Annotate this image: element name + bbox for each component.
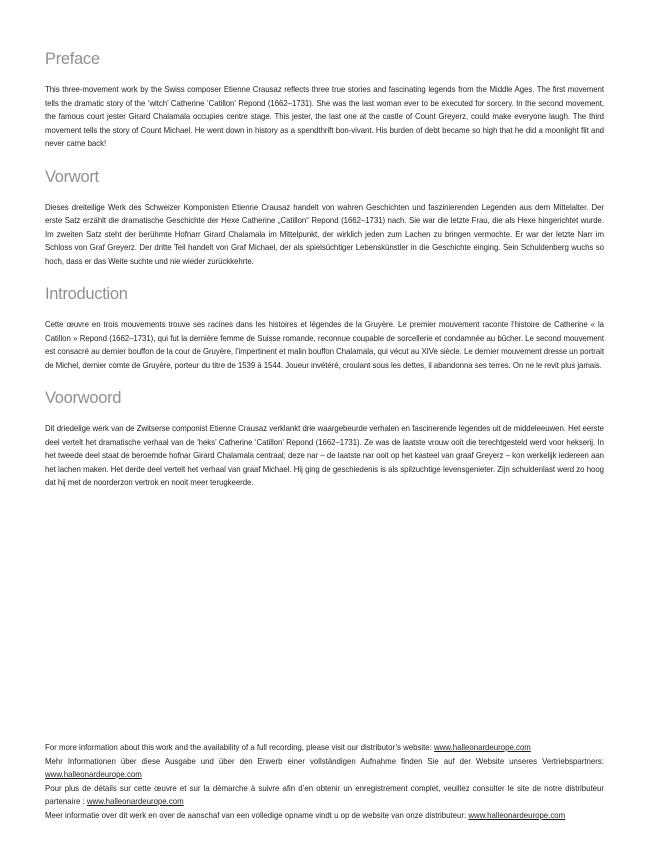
section-heading: Vorwort <box>45 167 99 186</box>
section-heading: Introduction <box>45 285 128 303</box>
section-text: This three-movement work by the Swiss composer Etienne Crausaz reflects three true stories and fascinating legends from the Middle Ages. The first movement tells the dramatic story of the ‘witch’ Catherine ‘Catillon’ Repond (1662–1731). She was the last woman ever to be executed for sorcery. In the second movement, the famous court jester Girard Chalamala occupies centre stage. This jester, the last one at the castle of Count Greyerz, could make everyone laugh. The third movement tells the story of Count Michael. He went down in history as a spendthrift bon-vivant. His burden of debt became so high that he did a moonlight flit and never came back! <box>45 85 604 148</box>
footer-line-fr <box>45 782 604 809</box>
footer-text: Meer informatie over dit werk en over de aanschaf van een volledige opname vindt u op de website van onze distributeur: <box>45 810 469 820</box>
section-text: Dieses dreiteilige Werk des Schweizer Komponisten Etienne Crausaz handelt von wahren Geschichten und faszinierenden Legenden aus dem Mittelalter. Der erste Satz erzählt die dramatische Geschichte der Hexe Catherine „Catillon“ Repond (1662–1731) nach. Sie war die letzte Frau, die als Hexe hingerichtet wurde. Im zweiten Satz steht der berühmte Hofnarr Girard Chalamala im Mittelpunkt, der wirklich jeden zum Lachen zu bringen vermochte. Er war der letzte Narr im Schloss von Graf Greyerz. Der dritte Teil handelt von Graf Michael, der als spielsüchtiger Lebenskünstler in die Geschichte einging. Sein Schuldenberg wuchs so hoch, dass er das Weite suchte und nie wieder zurückkehrte. <box>45 202 604 266</box>
footer-text: Mehr Informationen über diese Ausgabe und über den Erwerb einer vollständigen Aufnahme finden Sie auf der Website unseres Vertriebspartners: <box>45 756 604 766</box>
footer-line-nl <box>45 809 604 823</box>
section-text: Cette œuvre en trois mouvements trouve ses racines dans les histoires et légendes de la Gruyère. Le premier mouvement raconte l’histoire de Catherine « la Catillon » Repond (1662–1731), qui fut la dernière femme de Suisse romande, reconnue coupable de sorcellerie et condamnée au bûcher. Le second mouvement est consacré au dernier bouffon de la cour de Gruyère, l’impertinent et malin bouffon Chalamala, qui vécut au XIVe siècle. Le dernier mouvement dresse un portrait de Michel, dernier comte de Gruyère, porteur du titre de 1539 à 1544. Joueur invétéré, croulant sous les dettes, il abandonna ses terres. On ne le revit plus jamais. <box>45 320 604 370</box>
section-introduction <box>45 284 604 372</box>
section-vorwort <box>45 167 604 269</box>
distributor-footer <box>45 741 604 822</box>
section-heading: Voorwoord <box>45 389 122 407</box>
distributor-link[interactable]: www.halleonardeurope.com <box>86 797 184 806</box>
distributor-link[interactable]: www.halleonardeurope.com <box>434 743 531 752</box>
footer-text: Pour plus de détails sur cette œuvre et sur la démarche à suivre afin d’en obtenir un enregistrement complet, veuillez consulter le site de notre distributeur partenaire : <box>45 783 604 806</box>
footer-line-en <box>45 741 604 755</box>
section-voorwoord <box>45 388 604 490</box>
footer-text: For more information about this work and the availability of a full recording, please visit our distributor’s website: <box>45 743 435 752</box>
distributor-link[interactable]: www.halleonardeurope.com <box>45 770 142 779</box>
section-heading: Preface <box>45 50 100 68</box>
distributor-link[interactable]: www.halleonardeurope.com <box>468 810 566 820</box>
document-body <box>45 49 604 506</box>
section-text: Dit driedelige werk van de Zwitserse componist Etienne Crausaz verklankt drie waargebeurde verhalen en fascinerende legendes uit de middeleeuwen. Het eerste deel vertelt het dramatische verhaal van de ‘heks’ Catherine ‘Catillon’ Repond (1662–1731). Ze was de laatste vrouw ooit die terechtgesteld werd voor hekserij. In het tweede deel staat de beroemde hofnar Girard Chalamala centraal; deze nar – de laatste nar ooit op het kasteel van graaf Greyerz – kon werkelijk iedereen aan het lachen maken. Het derde deel vertelt het verhaal van graaf Michael. Hij ging de geschiedenis is als spilzuchtige levensgenieter. Zijn schuldenlast werd zo hoog dat hij met de noorderzon vertrok en nooit meer terugkeerde. <box>45 424 604 487</box>
section-preface <box>45 49 604 151</box>
footer-line-de <box>45 755 604 782</box>
